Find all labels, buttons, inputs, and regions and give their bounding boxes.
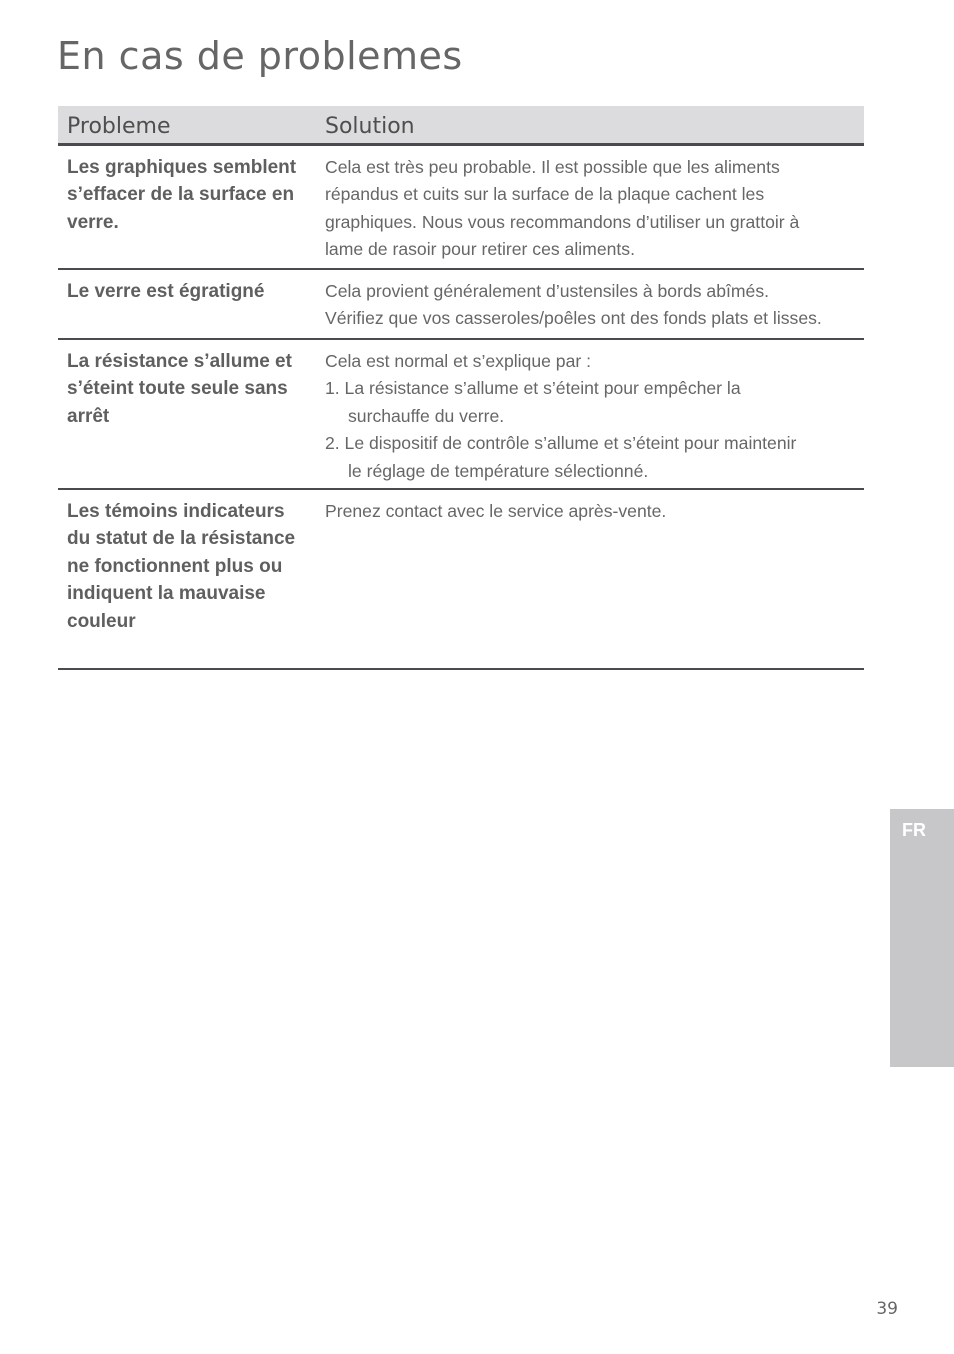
problem-cell: Les graphiques semblent s’effacer de la surface en verre. [67, 157, 297, 233]
problem-cell: Les témoins indicateurs du statut de la résistance ne fonctionnent plus ou indiquent la mauvaise couleur [67, 501, 296, 632]
solution-line: graphiques. Nous vous recommandons d’utiliser un grattoir à [325, 211, 800, 232]
solution-line: Cela provient généralement d’ustensiles à bords abîmés. [325, 281, 770, 301]
solution-list-item: 1. La résistance s’allume et s’éteint pour empêcher la [325, 378, 741, 399]
table-row [58, 490, 864, 670]
table-row [58, 340, 864, 490]
table-row [58, 146, 864, 270]
page-number: 39 [876, 1299, 898, 1319]
solution-column-header: Solution [325, 114, 415, 139]
troubleshooting-table [58, 106, 864, 670]
solution-list-item: 2. Le dispositif de contrôle s’allume et s’éteint pour maintenir [325, 433, 797, 454]
problem-cell: La résistance s’allume et s’éteint toute seule sans arrêt [67, 351, 292, 427]
language-tab-label: FR [902, 820, 926, 840]
solution-cell [316, 270, 864, 338]
solution-list-item-continuation: le réglage de température sélectionné. [348, 460, 649, 481]
solution-list-item-continuation: surchauffe du verre. [348, 405, 505, 426]
solution-line: répandus et cuits sur la surface de la plaque cachent les [325, 184, 765, 205]
problem-cell: Le verre est égratigné [67, 281, 265, 302]
language-tab [890, 809, 954, 1067]
page-title: En cas de problemes [57, 34, 463, 78]
solution-line: Cela est normal et s’explique par : [325, 351, 591, 371]
solution-line: Cela est très peu probable. Il est possible que les aliments [325, 157, 780, 177]
solution-line: Vérifiez que vos casseroles/poêles ont des fonds plats et lisses. [325, 308, 822, 329]
problem-column-header: Probleme [67, 114, 171, 139]
solution-cell [316, 490, 864, 668]
table-header [58, 106, 864, 146]
table-row [58, 270, 864, 340]
solution-cell [316, 340, 864, 488]
solution-line: lame de rasoir pour retirer ces aliments. [325, 239, 635, 260]
solution-line: Prenez contact avec le service après-vente. [325, 501, 667, 521]
solution-cell [316, 146, 864, 268]
